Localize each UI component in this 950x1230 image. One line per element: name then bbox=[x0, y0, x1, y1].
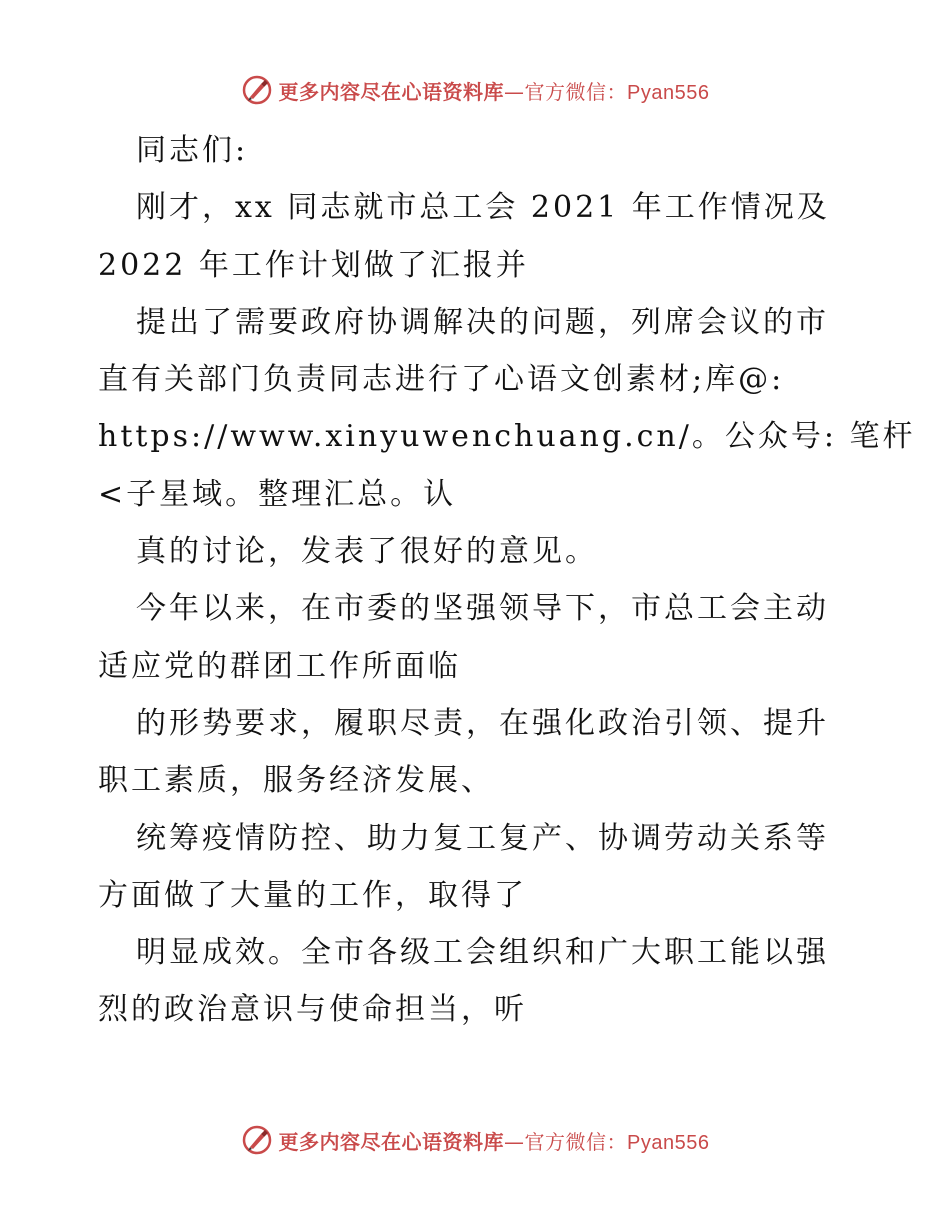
banner-wechat-handle: Pyan556 bbox=[627, 1131, 710, 1154]
text-line: 适应党的群团工作所面临 bbox=[98, 648, 461, 684]
pen-logo-icon bbox=[241, 1124, 273, 1156]
text-line: 今年以来，在市委的坚强领导下，市总工会主动 bbox=[136, 591, 829, 627]
banner-wechat-label: 官方微信： bbox=[524, 1129, 628, 1154]
text-line: 提出了需要政府协调解决的问题，列席会议的市 bbox=[136, 304, 829, 340]
banner-site-name: 更多内容尽在心语资料库 bbox=[278, 1129, 505, 1154]
pen-logo-icon bbox=[241, 74, 273, 106]
text-line: 明显成效。全市各级工会组织和广大职工能以强 bbox=[136, 935, 829, 971]
text-line: 2022 年工作计划做了汇报并 bbox=[98, 247, 529, 283]
banner-dash: — bbox=[504, 1129, 525, 1154]
text-line: 职工素质，服务经济发展、 bbox=[98, 763, 494, 799]
banner-text bbox=[279, 76, 710, 105]
footer-watermark-banner bbox=[0, 1118, 950, 1162]
text-line: 烈的政治意识与使命担当，听 bbox=[98, 992, 527, 1028]
text-line: 直有关部门负责同志进行了心语文创素材;库@: bbox=[98, 362, 785, 398]
banner-wechat-handle: Pyan556 bbox=[627, 81, 710, 104]
text-line: <子星域。整理汇总。认 bbox=[98, 476, 457, 512]
text-line: https://www.xinyuwenchuang.cn/。公众号: 笔杆 bbox=[98, 419, 916, 455]
banner-wechat-label: 官方微信： bbox=[524, 79, 628, 104]
banner-site-name: 更多内容尽在心语资料库 bbox=[278, 79, 505, 104]
text-line: 真的讨论，发表了很好的意见。 bbox=[136, 534, 598, 570]
text-line: 统筹疫情防控、助力复工复产、协调劳动关系等 bbox=[136, 820, 829, 856]
header-watermark-banner bbox=[0, 68, 950, 112]
text-line: 的形势要求，履职尽责，在强化政治引领、提升 bbox=[136, 705, 829, 741]
text-line: 刚才，xx 同志就市总工会 2021 年工作情况及 bbox=[136, 190, 830, 226]
text-line: 方面做了大量的工作，取得了 bbox=[98, 877, 527, 913]
text-line: 同志们: bbox=[136, 133, 249, 168]
banner-dash: — bbox=[504, 79, 525, 104]
document-body bbox=[98, 122, 916, 1039]
banner-text bbox=[279, 1126, 710, 1155]
